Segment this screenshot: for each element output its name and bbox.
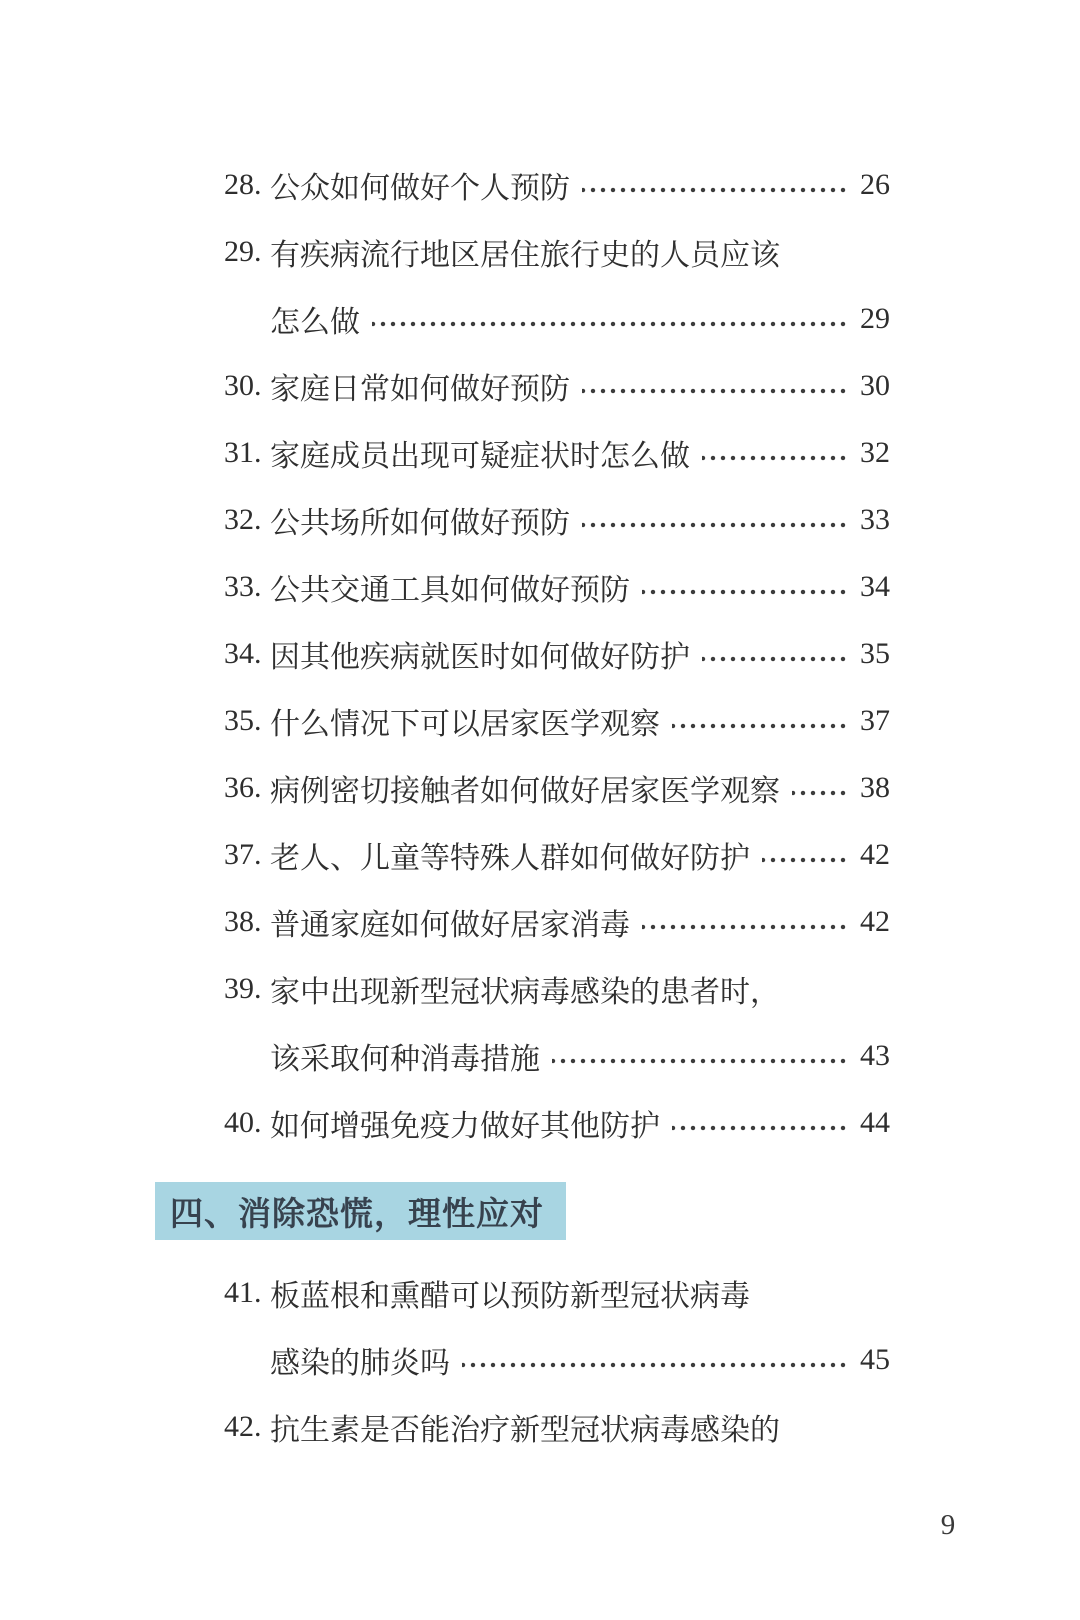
section-4-heading: 四、消除恐慌，理性应对 [155, 1182, 566, 1240]
toc-entry-title: 有疾病流行地区居住旅行史的人员应该 [270, 238, 780, 272]
toc-entry-title: 怎么做 [270, 305, 360, 339]
toc-entry-line [224, 218, 890, 285]
toc-entry-line [224, 285, 890, 352]
toc-entry-page-number: 30 [860, 368, 890, 402]
toc-entry-line [224, 1259, 890, 1326]
toc-entry-title: 公共交通工具如何做好预防 [270, 573, 630, 607]
toc-entry-number: 38. [224, 904, 262, 938]
dot-leader [582, 385, 848, 397]
toc-entry-line [224, 486, 890, 553]
toc-entry-page-number: 33 [860, 502, 890, 536]
dot-leader [702, 452, 848, 464]
toc-entry-line [224, 821, 890, 888]
toc-entry-page-number: 45 [860, 1342, 890, 1376]
toc-entry-title: 什么情况下可以居家医学观察 [270, 707, 660, 741]
toc-entry-line [224, 553, 890, 620]
page-number: 9 [940, 1509, 956, 1541]
toc-entry-number: 29. [224, 234, 262, 268]
toc-entry-title: 因其他疾病就医时如何做好防护 [270, 640, 690, 674]
toc-entry-page-number: 43 [860, 1038, 890, 1072]
toc-entry-title: 公共场所如何做好预防 [270, 506, 570, 540]
toc-entry-page-number: 42 [860, 904, 890, 938]
dot-leader [582, 184, 848, 196]
toc-entry-number: 36. [224, 770, 262, 804]
toc-entry-title: 病例密切接触者如何做好居家医学观察 [270, 774, 780, 808]
toc-entry-number: 34. [224, 636, 262, 670]
toc-entry-line [224, 1089, 890, 1156]
toc-entry-page-number: 37 [860, 703, 890, 737]
dot-leader [672, 720, 848, 732]
dot-leader [762, 854, 848, 866]
toc-entry-page-number: 44 [860, 1105, 890, 1139]
toc-entry-title: 该采取何种消毒措施 [270, 1042, 540, 1076]
toc-entry-line [224, 352, 890, 419]
toc-entry-line [224, 687, 890, 754]
toc-entry-number: 40. [224, 1105, 262, 1139]
toc-entry-title: 感染的肺炎吗 [270, 1346, 450, 1380]
table-of-contents [170, 151, 890, 1460]
toc-entry-number: 32. [224, 502, 262, 536]
toc-entry-title: 板蓝根和熏醋可以预防新型冠状病毒 [270, 1279, 750, 1313]
toc-entries-before-heading [224, 151, 890, 1156]
toc-entry-line [224, 1393, 890, 1460]
section-heading-row [155, 1182, 890, 1240]
dot-leader [642, 586, 848, 598]
toc-entry-title: 普通家庭如何做好居家消毒 [270, 908, 630, 942]
toc-entry-page-number: 35 [860, 636, 890, 670]
toc-entry-page-number: 34 [860, 569, 890, 603]
dot-leader [372, 318, 848, 330]
toc-entry-line [224, 620, 890, 687]
dot-leader [552, 1055, 848, 1067]
dot-leader [582, 519, 848, 531]
dot-leader [702, 653, 848, 665]
toc-entry-number: 28. [224, 167, 262, 201]
toc-entry-title: 家中出现新型冠状病毒感染的患者时， [270, 975, 780, 1009]
toc-entry-number: 42. [224, 1409, 262, 1443]
toc-entry-number: 30. [224, 368, 262, 402]
dot-leader [672, 1122, 848, 1134]
toc-entry-line [224, 1022, 890, 1089]
toc-entry-title: 家庭成员出现可疑症状时怎么做 [270, 439, 690, 473]
toc-entry-number: 33. [224, 569, 262, 603]
toc-entry-title: 家庭日常如何做好预防 [270, 372, 570, 406]
dot-leader [462, 1359, 848, 1371]
toc-entry-title: 如何增强免疫力做好其他防护 [270, 1109, 660, 1143]
toc-entry-line [224, 955, 890, 1022]
toc-entry-number: 39. [224, 971, 262, 1005]
toc-entry-number: 31. [224, 435, 262, 469]
toc-entry-title: 抗生素是否能治疗新型冠状病毒感染的 [270, 1413, 780, 1447]
dot-leader [642, 921, 848, 933]
dot-leader [792, 787, 848, 799]
toc-entry-line [224, 419, 890, 486]
toc-entry-number: 37. [224, 837, 262, 871]
toc-entry-title: 老人、儿童等特殊人群如何做好防护 [270, 841, 750, 875]
toc-entry-number: 35. [224, 703, 262, 737]
toc-entry-line [224, 1326, 890, 1393]
toc-entry-line [224, 888, 890, 955]
toc-entry-page-number: 32 [860, 435, 890, 469]
toc-entries-after-heading [224, 1259, 890, 1460]
toc-entry-line [224, 754, 890, 821]
toc-entry-page-number: 42 [860, 837, 890, 871]
toc-entry-page-number: 26 [860, 167, 890, 201]
toc-entry-title: 公众如何做好个人预防 [270, 171, 570, 205]
toc-entry-number: 41. [224, 1275, 262, 1309]
toc-entry-page-number: 29 [860, 301, 890, 335]
toc-entry-page-number: 38 [860, 770, 890, 804]
toc-entry-line [224, 151, 890, 218]
